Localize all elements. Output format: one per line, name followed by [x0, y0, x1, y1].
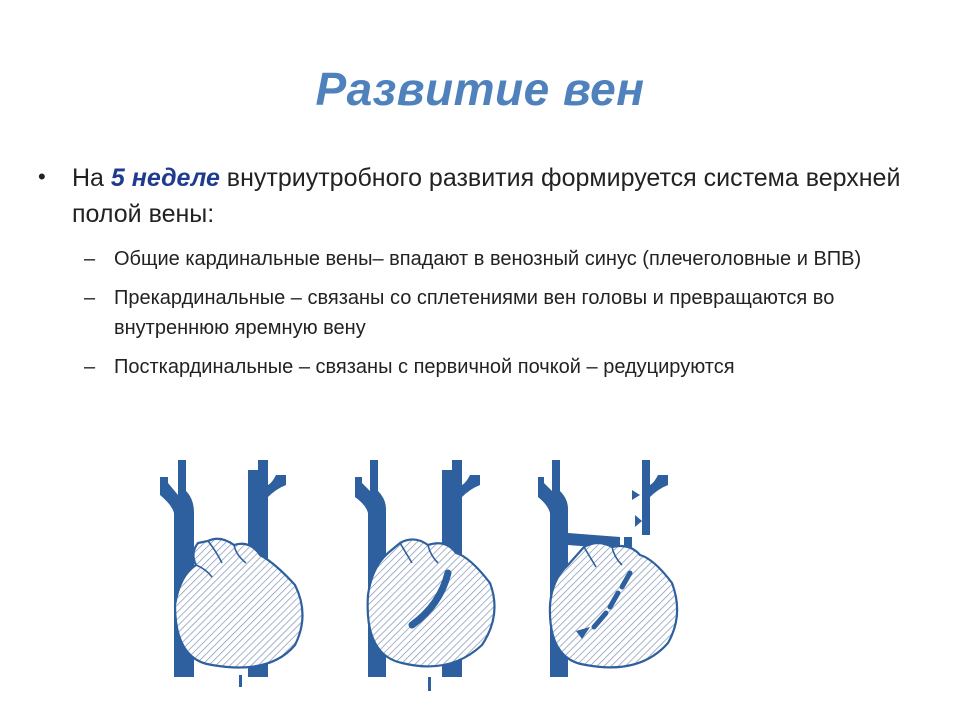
bullet-dot-icon: • [38, 164, 46, 189]
week-highlight: 5 неделе [110, 164, 220, 192]
sub-bullet-text: Общие кардинальные вены– впадают в венозный синус (плечеголовные и ВПВ) [114, 248, 862, 270]
slide-title: Развитие вен [315, 63, 645, 115]
main-bullet [38, 160, 918, 232]
vein-development-diagram [150, 455, 710, 720]
sub-bullet [84, 352, 904, 382]
main-bullet-suffix: внутриутробного развития формируется система верхней полой вены: [72, 164, 901, 228]
dash-icon: – [84, 356, 96, 378]
dash-icon: – [84, 287, 96, 309]
sub-bullet-list [84, 244, 904, 391]
main-bullet-text [72, 160, 918, 232]
sub-bullet [84, 283, 904, 343]
sub-bullet [84, 244, 904, 274]
sub-bullet-text: Посткардинальные – связаны с первичной почкой – редуцируются [114, 356, 735, 378]
sub-bullet-text: Прекардинальные – связаны со сплетениями вен головы и превращаются во внутреннюю яремную вену [114, 287, 835, 339]
dash-icon: – [84, 248, 96, 270]
heart-stage-2-image [355, 460, 495, 691]
heart-stage-1-image [160, 460, 303, 687]
heart-stage-3-image [538, 460, 677, 677]
main-bullet-prefix: На [72, 164, 111, 192]
